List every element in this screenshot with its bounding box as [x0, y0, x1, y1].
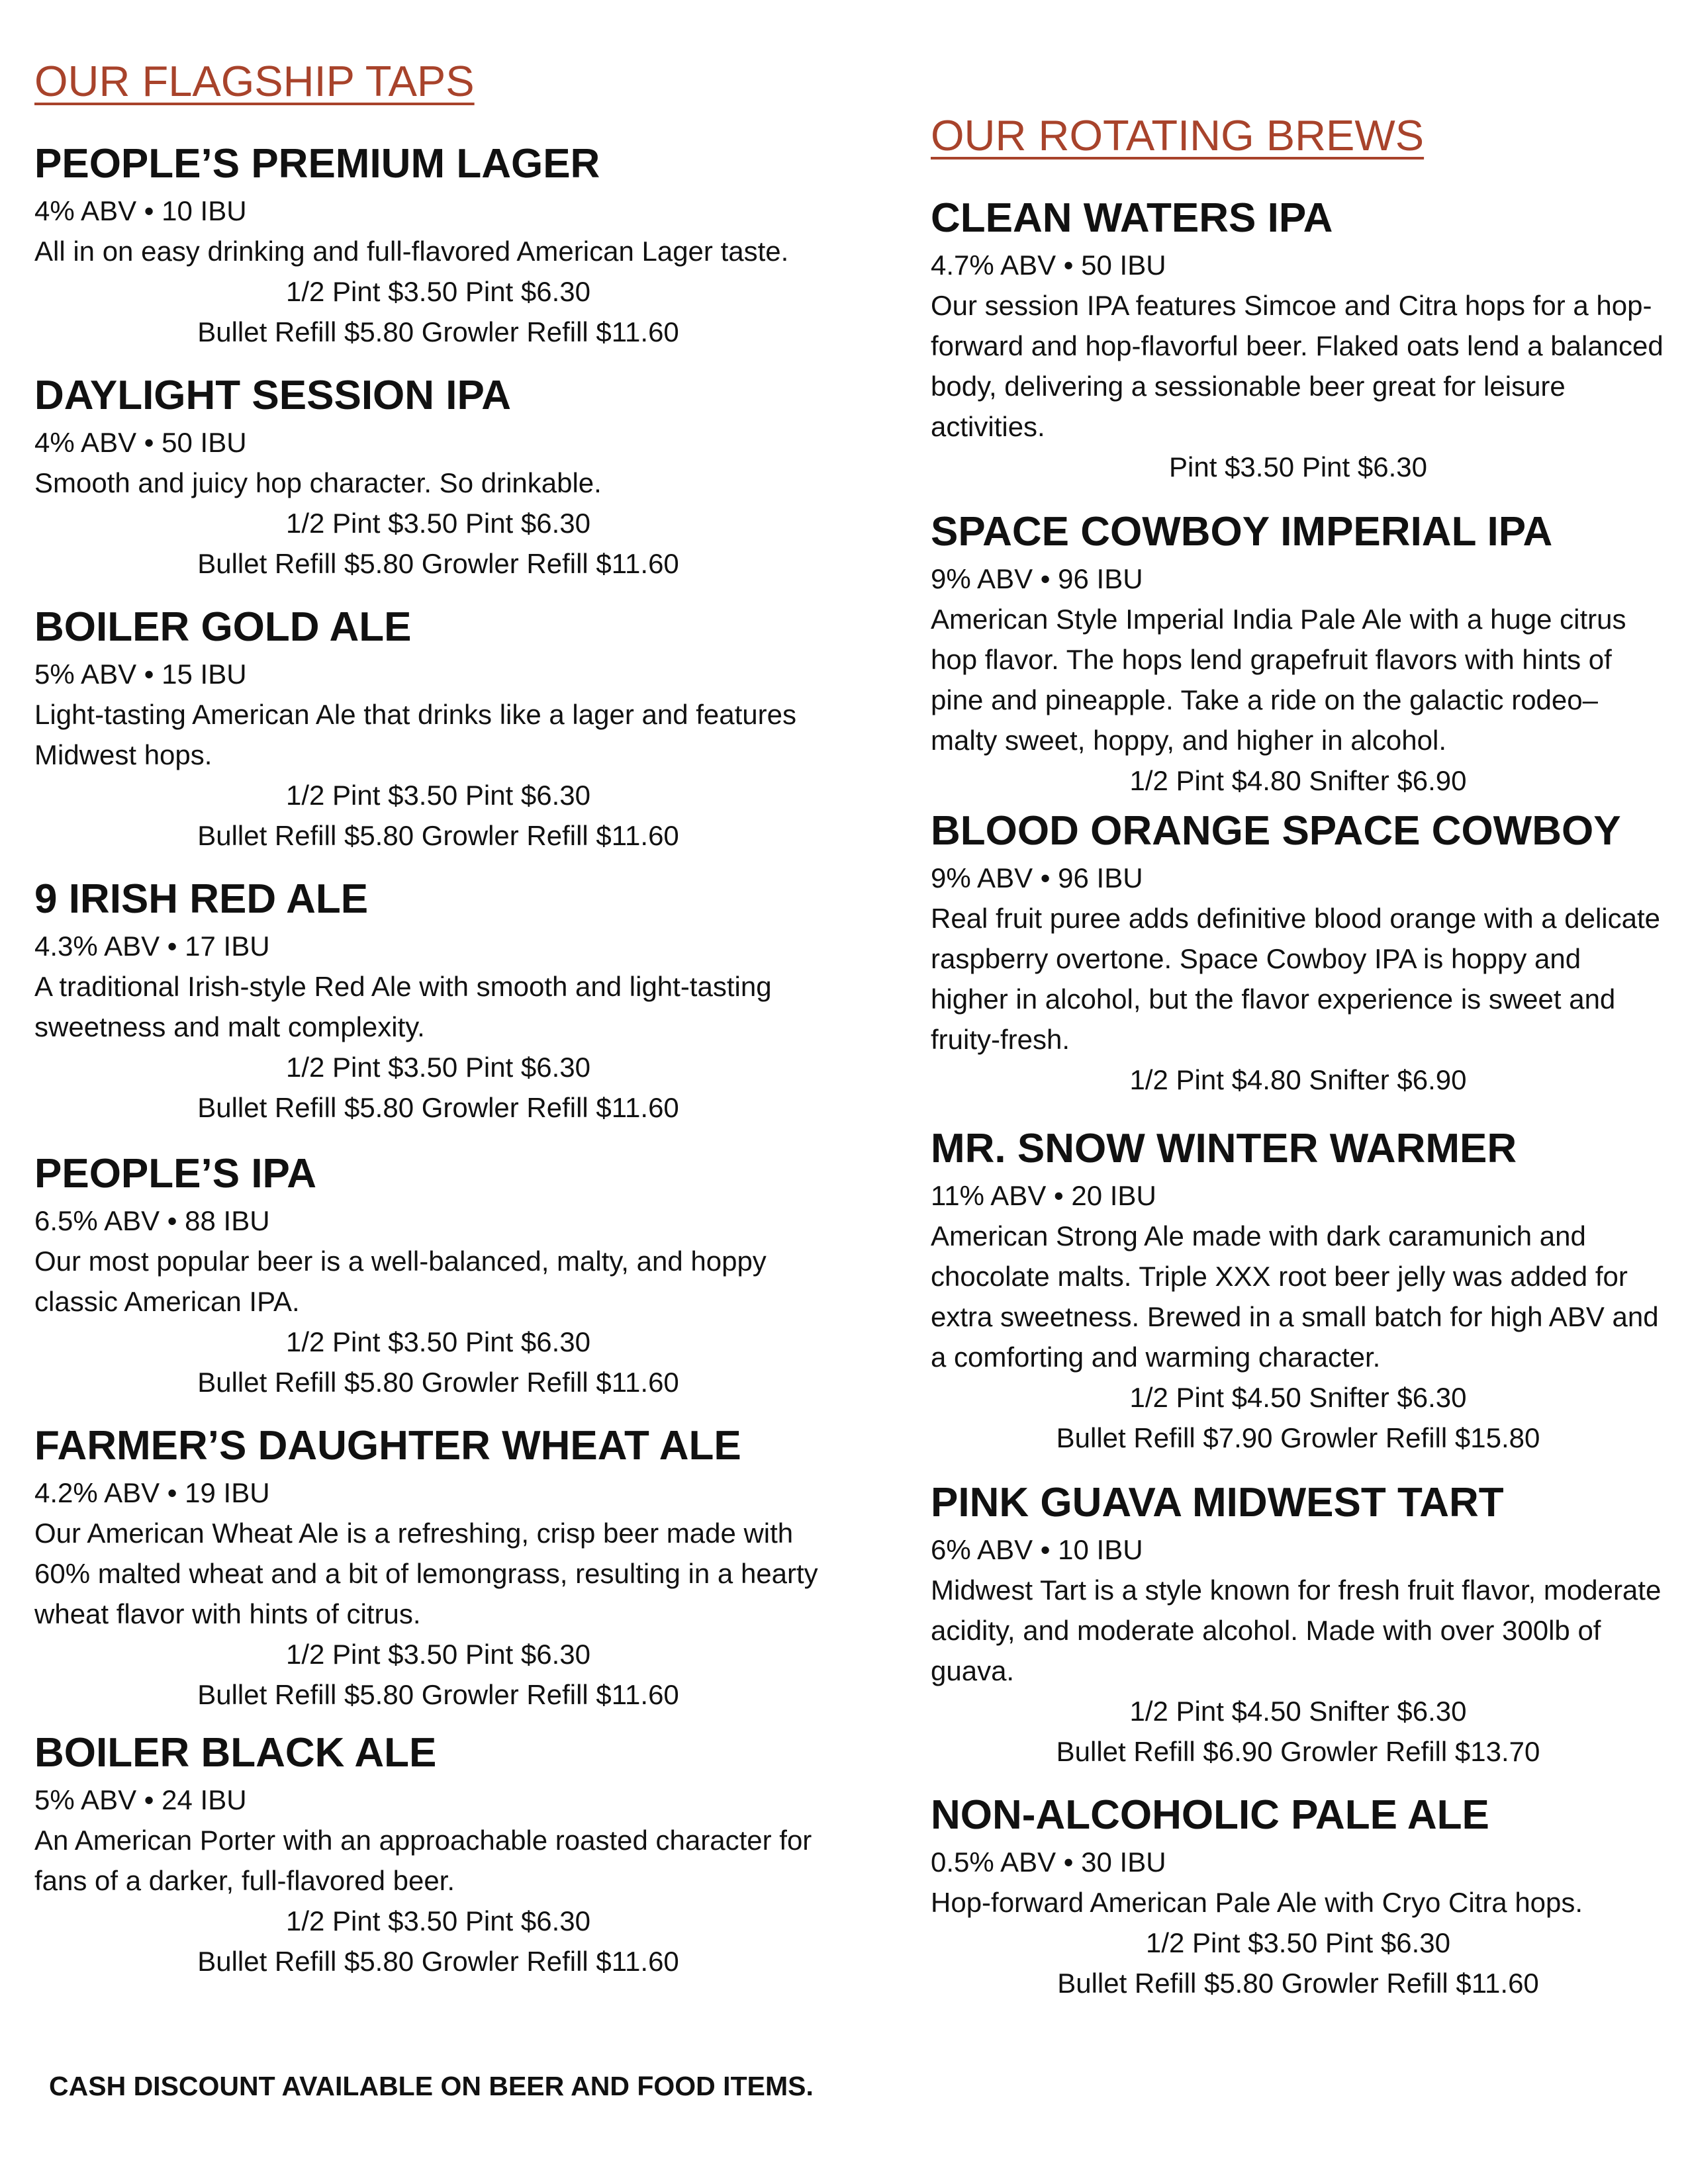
beer-name: FARMER’S DAUGHTER WHEAT ALE — [34, 1423, 741, 1469]
beer-item — [931, 805, 1665, 1100]
beer-abv-ibu: 9% ABV • 96 IBU — [931, 563, 1143, 594]
beer-price-line: 1/2 Pint $3.50 Pint $6.30 — [285, 1052, 590, 1083]
beer-name: BOILER GOLD ALE — [34, 604, 412, 650]
beer-price-line: 1/2 Pint $4.50 Snifter $6.30 — [1129, 1382, 1467, 1413]
beer-item — [931, 506, 1665, 801]
beer-description: Midwest Tart is a style known for fresh fruit flavor, moderate acidity, and moderate alcohol. Made with over 300lb of guava. — [931, 1574, 1662, 1686]
beer-name: DAYLIGHT SESSION IPA — [34, 373, 512, 418]
beer-price-line: 1/2 Pint $4.50 Snifter $6.30 — [1129, 1696, 1467, 1727]
beer-abv-ibu: 4.2% ABV • 19 IBU — [34, 1477, 270, 1508]
beer-name: NON-ALCOHOLIC PALE ALE — [931, 1792, 1489, 1838]
beer-description: American Style Imperial India Pale Ale with a huge citrus hop flavor. The hops lend grapefruit flavors with hints of pine and pineapple. Take a ride on the galactic rodeo– malty sweet, hoppy, and higher in alcohol. — [931, 604, 1626, 756]
beer-abv-ibu: 9% ABV • 96 IBU — [931, 862, 1143, 893]
beer-description: Our most popular beer is a well-balanced, malty, and hoppy classic American IPA. — [34, 1246, 767, 1317]
rotating-title: OUR ROTATING BREWS — [931, 111, 1425, 159]
beer-abv-ibu: 6.5% ABV • 88 IBU — [34, 1205, 270, 1236]
beer-name: CLEAN WATERS IPA — [931, 195, 1333, 241]
beer-item — [931, 1122, 1665, 1458]
beer-description: All in on easy drinking and full-flavored American Lager taste. — [34, 236, 789, 267]
beer-abv-ibu: 5% ABV • 24 IBU — [34, 1784, 247, 1815]
beer-item — [34, 601, 842, 856]
flagship-column — [34, 54, 842, 1981]
beer-price-line: 1/2 Pint $3.50 Pint $6.30 — [285, 780, 590, 811]
beer-description: Our American Wheat Ale is a refreshing, crisp beer made with 60% malted wheat and a bit of lemongrass, resulting in a hearty wheat flavor with hints of citrus. — [34, 1518, 818, 1629]
beer-description: Hop-forward American Pale Ale with Cryo Citra hops. — [931, 1887, 1583, 1918]
beer-price-line: Bullet Refill $5.80 Growler Refill $11.60 — [197, 548, 679, 579]
beer-price-line: Bullet Refill $5.80 Growler Refill $11.60 — [1057, 1968, 1539, 1999]
beer-abv-ibu: 4.7% ABV • 50 IBU — [931, 250, 1166, 281]
beer-price-line: 1/2 Pint $3.50 Pint $6.30 — [285, 508, 590, 539]
beer-price-line: 1/2 Pint $3.50 Pint $6.30 — [285, 276, 590, 307]
beer-price-line: 1/2 Pint $3.50 Pint $6.30 — [285, 1905, 590, 1936]
beer-item — [34, 1727, 842, 1981]
beer-description: Our session IPA features Simcoe and Citra hops for a hop-forward and hop-flavorful beer. Flaked oats lend a balanced body, delivering a sessionable beer great for leisure activities. — [931, 290, 1664, 442]
flagship-list — [34, 138, 842, 1981]
flagship-title: OUR FLAGSHIP TAPS — [34, 57, 475, 105]
beer-item — [34, 1420, 842, 1715]
beer-name: BLOOD ORANGE SPACE COWBOY — [931, 808, 1621, 854]
beer-abv-ibu: 6% ABV • 10 IBU — [931, 1534, 1143, 1565]
beer-price-line: 1/2 Pint $3.50 Pint $6.30 — [1145, 1927, 1450, 1958]
beer-abv-ibu: 5% ABV • 15 IBU — [34, 659, 247, 690]
rotating-column — [931, 109, 1665, 2003]
beer-price-line: Bullet Refill $5.80 Growler Refill $11.60 — [197, 1092, 679, 1123]
beer-description: A traditional Irish-style Red Ale with smooth and light-tasting sweetness and malt complexity. — [34, 971, 772, 1042]
beer-item — [931, 1477, 1665, 1772]
beer-abv-ibu: 4.3% ABV • 17 IBU — [34, 931, 270, 962]
beer-price-line: Bullet Refill $5.80 Growler Refill $11.60 — [197, 1946, 679, 1977]
beer-name: BOILER BLACK ALE — [34, 1730, 437, 1776]
beer-name: PEOPLE’S IPA — [34, 1151, 317, 1197]
beer-price-line: Bullet Refill $5.80 Growler Refill $11.60 — [197, 1679, 679, 1710]
beer-price-line: Bullet Refill $5.80 Growler Refill $11.60 — [197, 820, 679, 851]
beer-item — [931, 1789, 1665, 2003]
beer-description: Light-tasting American Ale that drinks like a lager and features Midwest hops. — [34, 699, 796, 770]
beer-abv-ibu: 11% ABV • 20 IBU — [931, 1180, 1156, 1211]
beer-price-line: Bullet Refill $5.80 Growler Refill $11.60 — [197, 316, 679, 347]
beer-item — [34, 138, 842, 352]
beer-name: PINK GUAVA MIDWEST TART — [931, 1480, 1504, 1525]
beer-price-line: Bullet Refill $6.90 Growler Refill $13.70 — [1056, 1736, 1540, 1767]
beer-price-line: Bullet Refill $7.90 Growler Refill $15.80 — [1056, 1422, 1540, 1453]
beer-description: American Strong Ale made with dark caramunich and chocolate malts. Triple XXX root beer jelly was added for extra sweetness. Brewed in a small batch for high ABV and a comforting and warming character. — [931, 1220, 1659, 1373]
beer-item — [34, 1148, 842, 1402]
beer-price-line: Bullet Refill $5.80 Growler Refill $11.60 — [197, 1367, 679, 1398]
beer-price-line: 1/2 Pint $4.80 Snifter $6.90 — [1129, 1064, 1467, 1095]
beer-description: Real fruit puree adds definitive blood orange with a delicate raspberry overtone. Space Cowboy IPA is hoppy and higher in alcohol, but the flavor experience is sweet and fruity-fresh. — [931, 903, 1661, 1055]
beer-name: MR. SNOW WINTER WARMER — [931, 1126, 1517, 1171]
beer-item — [931, 192, 1665, 487]
beer-name: PEOPLE’S PREMIUM LAGER — [34, 141, 600, 187]
beer-price-line: 1/2 Pint $3.50 Pint $6.30 — [285, 1639, 590, 1670]
beer-price-line: 1/2 Pint $3.50 Pint $6.30 — [285, 1326, 590, 1357]
beer-price-line: 1/2 Pint $4.80 Snifter $6.90 — [1129, 765, 1467, 796]
beer-abv-ibu: 0.5% ABV • 30 IBU — [931, 1846, 1166, 1878]
beer-item — [34, 873, 842, 1128]
rotating-list — [931, 192, 1665, 2003]
beer-name: SPACE COWBOY IMPERIAL IPA — [931, 509, 1553, 555]
beer-name: 9 IRISH RED ALE — [34, 876, 369, 922]
cash-discount-note: CASH DISCOUNT AVAILABLE ON BEER AND FOOD ITEMS. — [49, 2071, 814, 2101]
beer-price-line: Pint $3.50 Pint $6.30 — [1169, 451, 1427, 482]
beer-abv-ibu: 4% ABV • 50 IBU — [34, 427, 247, 458]
beer-item — [34, 369, 842, 584]
beer-description: Smooth and juicy hop character. So drinkable. — [34, 467, 602, 498]
beer-abv-ibu: 4% ABV • 10 IBU — [34, 195, 247, 226]
beer-description: An American Porter with an approachable roasted character for fans of a darker, full-flavored beer. — [34, 1825, 812, 1896]
